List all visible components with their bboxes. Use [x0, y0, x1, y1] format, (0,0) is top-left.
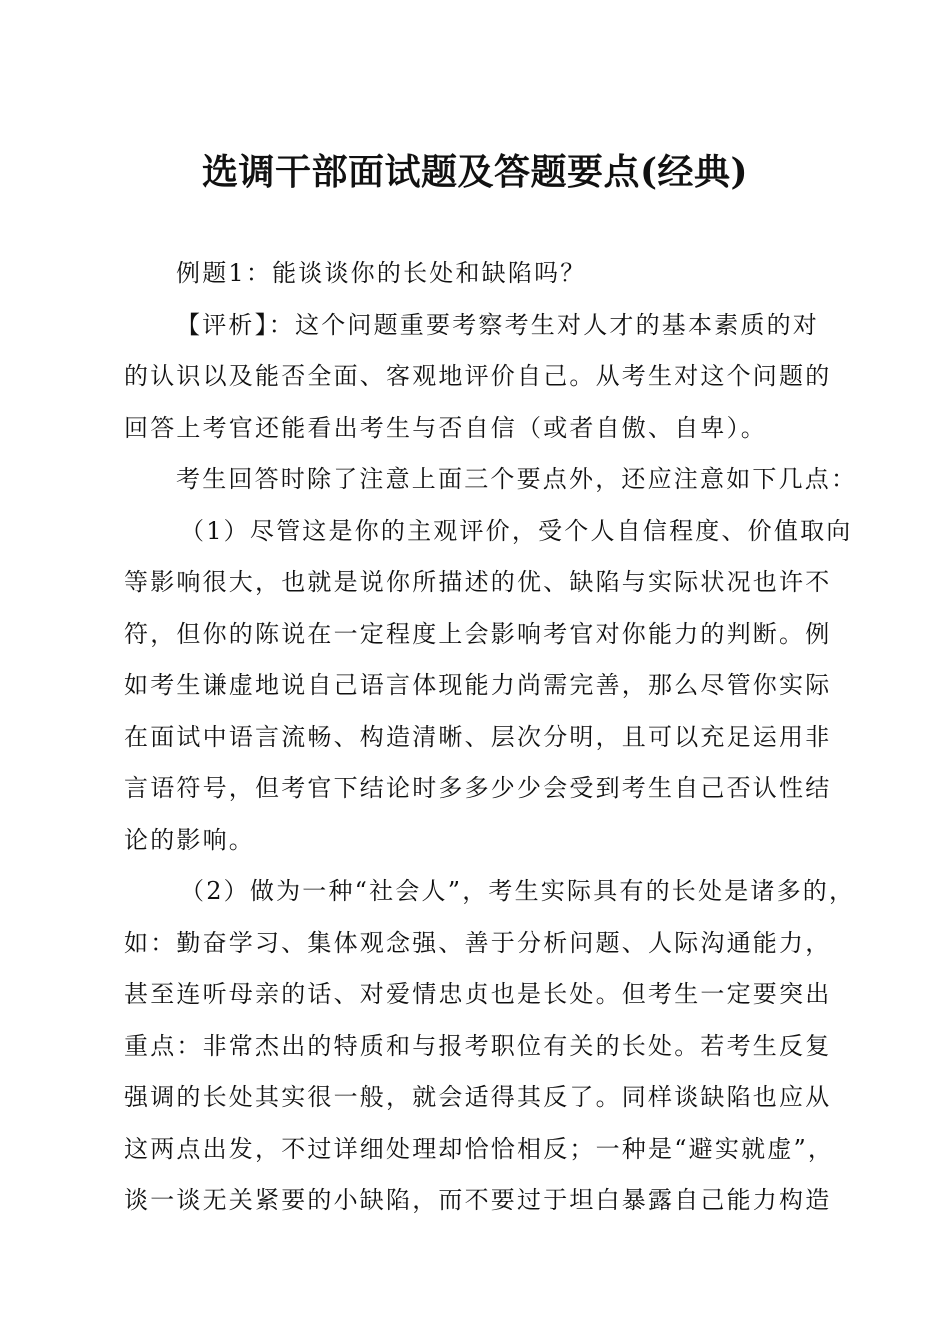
paragraph-line: 谈一谈无关紧要的小缺陷，而不要过于坦白暴露自己能力构造: [124, 1186, 832, 1214]
paragraph-line: 如考生谦虚地说自己语言体现能力尚需完善，那么尽管你实际: [124, 671, 832, 699]
paragraph-line: 强调的长处其实很一般，就会适得其反了。同样谈缺陷也应从: [124, 1083, 832, 1111]
paragraph-line: 的认识以及能否全面、客观地评价自己。从考生对这个问题的: [124, 362, 832, 390]
paragraph-line: 等影响很大，也就是说你所描述的优、缺陷与实际状况也许不: [124, 568, 832, 596]
paragraph-line: 例题1：能谈谈你的长处和缺陷吗？: [176, 259, 587, 287]
paragraph-line: 如：勤奋学习、集体观念强、善于分析问题、人际沟通能力，: [124, 928, 832, 957]
paragraph-line: 这两点出发，不过详细处理却恰恰相反；一种是“避实就虚”，: [124, 1134, 835, 1163]
paragraph-line: 回答上考官还能看出考生与否自信（或者自傲、自卑）。: [124, 413, 767, 442]
document-body: [124, 254, 858, 1233]
paragraph-line: 在面试中语言流畅、构造清晰、层次分明，且可以充足运用非: [124, 722, 832, 751]
paragraph-line: 考生回答时除了注意上面三个要点外，还应注意如下几点：: [176, 465, 858, 493]
paragraph-line: 言语符号，但考官下结论时多多少少会受到考生自己否认性结: [124, 774, 832, 802]
paragraph-line: （2）做为一种“社会人”，考生实际具有的长处是诸多的，: [180, 877, 856, 905]
paragraph-line: （1）尽管这是你的主观评价，受个人自信程度、价值取向: [180, 516, 853, 545]
paragraph-line: 重点：非常杰出的特质和与报考职位有关的长处。若考生反复: [124, 1031, 832, 1060]
document-title: 选调干部面试题及答题要点(经典): [201, 151, 749, 193]
paragraph-line: 甚至连听母亲的话、对爱情忠贞也是长处。但考生一定要突出: [124, 980, 832, 1008]
paragraph-line: 符，但你的陈说在一定程度上会影响考官对你能力的判断。例: [124, 619, 832, 648]
paragraph-line: 【评析】：这个问题重要考察考生对人才的基本素质的对: [176, 310, 819, 339]
paragraph-line: 论的影响。: [124, 825, 255, 854]
